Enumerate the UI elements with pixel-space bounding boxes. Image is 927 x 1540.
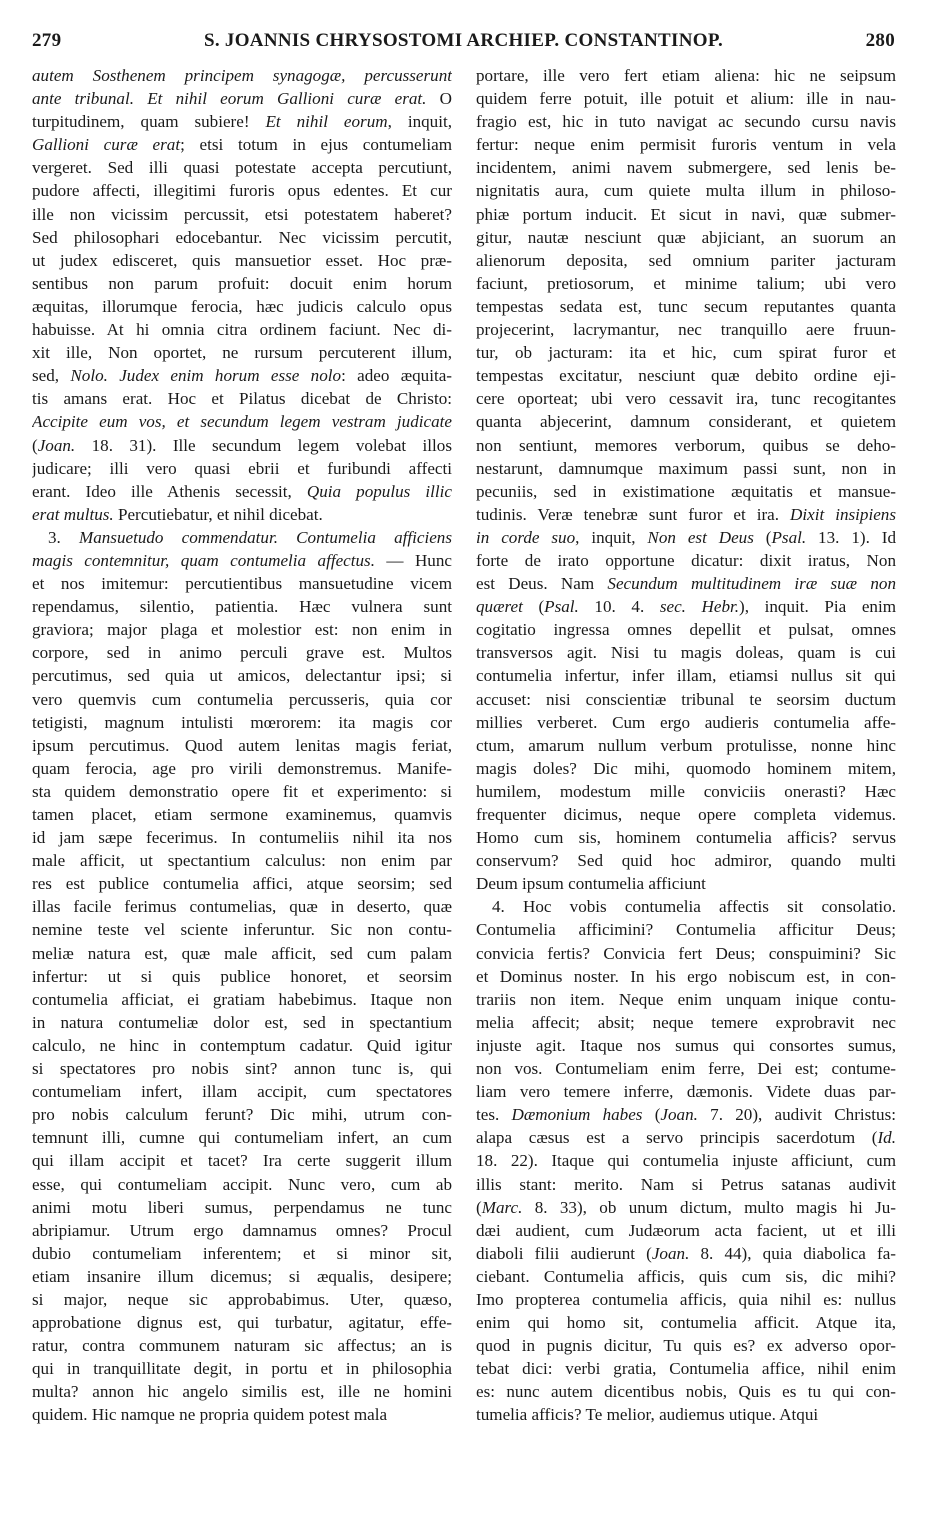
text-line	[476, 364, 896, 387]
text-line	[476, 849, 896, 872]
text-segment: pro nobis calculum ferunt? Dic mihi, utrum con-	[32, 1105, 452, 1125]
text-line	[476, 1080, 896, 1103]
running-title: S. JOANNIS CHRYSOSTOMI ARCHIEP. CONSTANTINOP.	[203, 30, 724, 51]
text-segment: dubio contumeliam inferentem; et si minor sit,	[32, 1243, 452, 1263]
text-line	[476, 226, 896, 249]
text-segment: quanta abjecerint, damnum considerant, et quietem	[476, 412, 896, 432]
text-line	[476, 1149, 896, 1172]
text-segment: Contumelia afficimini? Contumelia afficitur Deus;	[476, 920, 896, 940]
page-number-right: 280	[865, 30, 895, 51]
text-segment: forte de irato opportune dicatur: dixit iratus, Non	[476, 550, 896, 570]
text-segment: abripiamur. Utrum ergo damnamus omnes? Procul	[32, 1220, 452, 1240]
text-line	[476, 1242, 896, 1265]
text-segment: ; etsi totum in ejus contumeliam	[180, 135, 452, 155]
text-line	[32, 110, 452, 133]
text-line	[32, 1265, 452, 1288]
text-line	[476, 1196, 896, 1219]
italic-segment: Joan.	[37, 435, 76, 455]
page-number-left: 279	[32, 30, 62, 51]
text-segment: gitur, nautæ nesciunt quæ abjiciant, an suorum an	[476, 227, 896, 247]
italic-segment: sec. Hebr.	[659, 597, 740, 617]
text-line	[32, 895, 452, 918]
italic-segment: Joan.	[660, 1105, 698, 1125]
text-line	[32, 1126, 452, 1149]
text-segment: cogitatio ingressa omnes depellit et pulsat, omnes	[476, 620, 896, 640]
text-segment: es: nunc autem dicentibus nobis, Quis es tu qui con-	[476, 1382, 896, 1402]
text-line	[32, 549, 452, 572]
text-line	[476, 688, 896, 711]
text-line	[32, 1242, 452, 1265]
text-segment: tes.	[476, 1105, 512, 1125]
text-line	[32, 249, 452, 272]
text-line	[32, 1149, 452, 1172]
text-segment: faciunt, pretiosorum, et minime talium; ubi vero	[476, 273, 896, 293]
right-column	[476, 64, 896, 1427]
text-line	[476, 641, 896, 664]
text-segment: tebat dici: verbi gratia, Contumelia affice, nihil enim	[476, 1359, 896, 1379]
text-segment: injuste agit. Itaque nos sumus qui consortes sumus,	[476, 1035, 896, 1055]
text-segment: non sentiunt, memores verborum, quibus se deho-	[476, 435, 896, 455]
text-segment: id jam sæpe fecerimus. In contumeliis nihil ita nos	[32, 828, 452, 848]
text-segment: si major, neque sic approbabimus. Uter, quæso,	[32, 1289, 452, 1309]
text-line	[32, 849, 452, 872]
text-line	[32, 803, 452, 826]
text-line	[476, 64, 896, 87]
text-segment: 4. Hoc vobis contumelia affectis sit consolatio.	[492, 897, 896, 917]
text-segment: contumelia afficiat, ei gratiam habebimus. Itaque non	[32, 989, 452, 1009]
text-segment: dæi audient, cum Judæorum acta facient, ut et illi	[476, 1220, 896, 1240]
text-segment: res est publice contumelia affici, atque seorsim; sed	[32, 874, 452, 894]
text-line	[476, 1265, 896, 1288]
text-segment: — Hunc	[374, 550, 452, 570]
text-line	[32, 318, 452, 341]
text-segment: sed,	[32, 366, 71, 386]
text-segment: 8. 44), quia diabolica fa-	[689, 1243, 896, 1263]
text-line	[32, 64, 452, 87]
text-segment: erant. Ideo ille Athenis secessit,	[32, 481, 307, 501]
italic-segment: Psal.	[771, 527, 807, 547]
text-segment: projecerint, lacrymantur, nec tranquillo aere fruun-	[476, 320, 896, 340]
text-line	[476, 272, 896, 295]
text-line	[476, 780, 896, 803]
italic-segment: Accipite eum vos, et secundum legem vestram judicate	[32, 412, 452, 432]
text-segment: quod in pugnis dicitur, Tu quis es? ex adverso opor-	[476, 1336, 896, 1356]
text-segment: diaboli filii audierunt (	[476, 1243, 652, 1263]
text-segment: liam vero temere inferre, dæmonis. Videte duas par-	[476, 1082, 896, 1102]
text-line	[32, 156, 452, 179]
text-line	[476, 110, 896, 133]
text-line	[476, 1057, 896, 1080]
italic-segment: Mansuetudo commendatur. Contumelia afficiens	[78, 527, 452, 547]
text-segment: Percutiebatur, et nihil dicebat.	[113, 504, 323, 524]
text-segment: percutimus, sed quia ut amicos, delectantur ipsi; si	[32, 666, 452, 686]
text-segment: quidem ferre potuit, ille potuit et alium: ille in nau-	[476, 89, 896, 109]
text-line	[476, 1011, 896, 1034]
text-line	[32, 503, 452, 526]
text-line	[32, 1173, 452, 1196]
text-segment: quidem. Hic namque ne propria quidem potest mala	[32, 1405, 388, 1425]
text-line	[32, 1196, 452, 1219]
text-segment: qui illam accipit et tacet? Ira certe suggerit illum	[32, 1151, 452, 1171]
running-header	[32, 30, 895, 60]
text-segment: Sed philosophari edocebantur. Nec vicissim percutit,	[32, 227, 452, 247]
text-line	[32, 526, 452, 549]
text-segment: alienorum deposita, sed omnium pariter jacturam	[476, 250, 896, 270]
text-segment: male afficit, ut spectantium calculus: non enim par	[32, 851, 452, 871]
text-line	[32, 664, 452, 687]
text-segment: esse, qui contumeliam accipit. Nunc vero, cum ab	[32, 1174, 452, 1194]
text-line	[476, 503, 896, 526]
text-line	[476, 387, 896, 410]
italic-segment: erat multus.	[32, 504, 114, 524]
text-line	[32, 1219, 452, 1242]
text-segment: transversos agit. Nisi tu magis doleas, quam is cui	[476, 643, 896, 663]
text-segment: (	[753, 527, 772, 547]
text-line	[476, 1219, 896, 1242]
text-segment: pudore affecti, illegitimi furoris opus edentes. Et cur	[32, 181, 452, 201]
text-segment: (	[522, 597, 545, 617]
text-line	[32, 364, 452, 387]
text-line	[32, 295, 452, 318]
text-segment: nemine teste vel sciente inferuntur. Sic non contu-	[32, 920, 452, 940]
text-line	[476, 410, 896, 433]
text-line	[32, 711, 452, 734]
text-line	[476, 895, 896, 918]
text-segment: tamen placet, etiam sermone examinemus, quamvis	[32, 805, 452, 824]
text-segment: illis stant: merito. Nam si Petrus satanas audivit	[476, 1174, 896, 1194]
text-segment: qui in tranquillitate degit, in portu et in philosophia	[32, 1359, 452, 1379]
text-segment: alapa cæsus est a servo principis sacerdotum (	[476, 1128, 878, 1148]
text-segment: nignitatis aura, cum quiete multa illum in philoso-	[476, 181, 896, 201]
text-line	[476, 526, 896, 549]
text-line	[32, 434, 452, 457]
text-line	[32, 734, 452, 757]
text-line	[476, 757, 896, 780]
left-column	[32, 64, 452, 1427]
text-line	[32, 1357, 452, 1380]
text-segment: est Deus. Nam	[476, 574, 608, 594]
text-segment: tis amans erat. Hoc et Pilatus dicebat de Christo:	[32, 389, 452, 409]
text-line	[476, 156, 896, 179]
text-segment: infertur: ut si quis publice honoret, et seorsim	[32, 966, 452, 986]
text-segment: et nos imitemur: percutientibus mansuetudine vicem	[32, 574, 452, 594]
text-segment: accuset: nisi conscientiæ tribunal te seorsim ductum	[476, 689, 896, 709]
text-segment: etiam insanire illum dicemus; si æqualis, desipere;	[32, 1266, 452, 1286]
text-segment: 13. 1). Id	[806, 527, 896, 547]
text-line	[32, 572, 452, 595]
text-segment: graviora; major plaga et molestior est: non enim in	[32, 620, 452, 640]
text-line	[476, 965, 896, 988]
text-line	[32, 942, 452, 965]
italic-segment: Non est Deus	[647, 527, 754, 547]
text-line	[32, 1011, 452, 1034]
text-line	[32, 1403, 452, 1426]
italic-segment: Dæmonium habes	[511, 1105, 643, 1125]
text-segment: vero quemvis cum contumelia percusseris, quia cor	[32, 689, 452, 709]
text-line	[476, 179, 896, 202]
text-line	[32, 387, 452, 410]
italic-segment: magis contemnitur, quam contumelia affectus.	[32, 550, 375, 570]
text-segment: tumelia afficis? Te melior, audiemus utique. Atqui	[476, 1405, 819, 1425]
text-line	[32, 757, 452, 780]
text-segment: convicia fertis? Convicia fert Deus; conspuimini? Sic	[476, 943, 896, 963]
text-segment: ipsum percutimus. Quod autem lenitas magis feriat,	[32, 735, 452, 755]
text-line	[32, 341, 452, 364]
text-segment: (	[32, 435, 38, 455]
text-segment: incidentem, animi navem submergere, sed lenis be-	[476, 158, 896, 178]
text-line	[476, 1103, 896, 1126]
text-line	[32, 1380, 452, 1403]
text-line	[32, 688, 452, 711]
text-segment: tudinis. Veræ tenebræ sunt furor et ira.	[476, 504, 791, 524]
text-segment: frequenter dicimus, neque opere completa videmus.	[476, 805, 896, 824]
text-segment: nestarunt, damnumque maximum passi sunt, non in	[476, 458, 896, 478]
text-segment: corpore, sed in animo perculi grave est. Multos	[32, 643, 452, 663]
text-line	[476, 734, 896, 757]
text-line	[32, 480, 452, 503]
text-line	[32, 595, 452, 618]
text-segment: ), inquit. Pia enim	[739, 597, 896, 617]
text-segment: 3.	[48, 527, 79, 547]
text-segment: tetigisti, magnum intulisti mœrorem: ita magis cor	[32, 712, 452, 732]
text-line	[476, 1173, 896, 1196]
text-line	[32, 641, 452, 664]
text-line	[32, 133, 452, 156]
text-line	[476, 1311, 896, 1334]
text-segment: calculo, ne hinc in contemptum cadatur. Quid igitur	[32, 1035, 452, 1055]
italic-segment: Id.	[877, 1128, 896, 1148]
text-segment: æquitas, illorumque ferocia, hæc judicis calculo opus	[32, 296, 452, 316]
text-line	[476, 988, 896, 1011]
text-line	[476, 618, 896, 641]
text-segment: conservum? Sed quid hoc admiror, quando multi	[476, 851, 896, 871]
text-line	[32, 780, 452, 803]
text-line	[476, 872, 896, 895]
text-line	[476, 1403, 896, 1426]
text-line	[476, 295, 896, 318]
text-line	[32, 226, 452, 249]
text-segment: contumelia infertur, infer illam, etiamsi nullus sit qui	[476, 666, 896, 686]
italic-segment: ante tribunal. Et nihil eorum Gallioni curæ erat.	[32, 89, 427, 109]
text-segment: Homo cum sis, hominem contumelia afficis? servus	[476, 828, 896, 848]
text-line	[476, 595, 896, 618]
text-segment: vergeret. Sed illi quasi potestate accepta percutiunt,	[32, 158, 452, 178]
text-line	[476, 87, 896, 110]
text-line	[476, 318, 896, 341]
text-segment: ut judex edisceret, quis mansuetior esset. Hoc præ-	[32, 250, 452, 270]
text-line	[476, 826, 896, 849]
text-line	[476, 480, 896, 503]
text-line	[32, 1334, 452, 1357]
italic-segment: in corde suo	[476, 527, 576, 547]
text-line	[32, 872, 452, 895]
text-line	[32, 618, 452, 641]
text-line	[32, 272, 452, 295]
text-line	[32, 1057, 452, 1080]
text-segment: et Dominus noster. In his ergo nobiscum est, in con-	[476, 966, 896, 986]
text-segment: magis doles? Dic mihi, quomodo hominem mitem,	[476, 758, 896, 778]
text-line	[476, 457, 896, 480]
text-segment: in natura contumeliæ dolor est, sed in spectantium	[32, 1012, 452, 1032]
text-segment: 18. 22). Itaque qui contumelia injuste afficiunt, cum	[476, 1151, 896, 1171]
text-segment: (	[476, 1197, 482, 1217]
text-line	[32, 1080, 452, 1103]
text-segment: turpitudinem, quam subiere!	[32, 112, 266, 132]
text-segment: animi motu liberi sumus, perpendamus ne tunc	[32, 1197, 452, 1217]
text-segment: quam ferocia, age pro virili demonstremus. Manife-	[32, 758, 452, 778]
text-segment: sta quidem demonstratio opere fit et experimento: si	[32, 781, 452, 801]
text-line	[32, 87, 452, 110]
italic-segment: Secundum multitudinem iræ suæ non	[607, 574, 896, 594]
text-segment: O	[426, 89, 452, 109]
text-segment: portare, ille vero fert etiam aliena: hic ne seipsum	[476, 66, 896, 85]
text-segment: tur, ob jacturam: ita et hic, cum spirat furor et	[476, 343, 896, 363]
text-line	[476, 1357, 896, 1380]
text-segment: Imo propterea contumelia afficis, quia nihil es: nullus	[476, 1289, 896, 1309]
text-line	[476, 711, 896, 734]
text-line	[32, 988, 452, 1011]
italic-segment: Psal.	[544, 597, 579, 617]
text-segment: tempestas sedata est, tunc secum reputantes quanta	[476, 296, 896, 316]
text-line	[32, 203, 452, 226]
text-line	[476, 918, 896, 941]
text-segment: enim qui homo sit, contumelia afficit. Atque ita,	[476, 1313, 896, 1333]
text-segment: (	[642, 1105, 661, 1125]
text-segment: ciebant. Contumelia afficis, quis cum sis, dic mihi?	[476, 1266, 896, 1286]
text-segment: non vos. Contumeliam enim ferre, Dei est; contume-	[476, 1059, 896, 1079]
text-segment: pecuniis, sed in existimatione æquitatis et mansue-	[476, 481, 896, 501]
text-line	[32, 1034, 452, 1057]
text-segment: multa? annon hic angelo similis est, ille ne homini	[32, 1382, 452, 1402]
italic-segment: Joan.	[651, 1243, 690, 1263]
text-segment: , inquit,	[387, 112, 452, 132]
text-line	[476, 942, 896, 965]
italic-segment: Et nihil eorum	[265, 112, 388, 132]
text-line	[32, 965, 452, 988]
text-segment: temnunt illi, cumne qui contumeliam infert, an cum	[32, 1128, 452, 1148]
italic-segment: Marc.	[481, 1197, 523, 1217]
text-segment: habuisse. At hi omnia citra ordinem faciunt. Nec di-	[32, 320, 452, 340]
text-segment: phiæ portum inducit. Et sicut in navi, quæ submer-	[476, 204, 896, 224]
text-line	[476, 1034, 896, 1057]
text-line	[476, 664, 896, 687]
text-line	[32, 1311, 452, 1334]
italic-segment: Dixit insipiens	[790, 504, 896, 524]
italic-segment: quæret	[476, 597, 523, 617]
text-line	[476, 572, 896, 595]
text-line	[32, 826, 452, 849]
text-segment: 7. 20), audivit Christus:	[697, 1105, 896, 1125]
text-line	[476, 434, 896, 457]
text-segment: ctum, amarum nullum verbum protulisse, nonne hinc	[476, 735, 896, 755]
text-line	[32, 457, 452, 480]
italic-segment: autem Sosthenem principem synagogæ, percusserunt	[32, 66, 452, 85]
italic-segment: Quia populus illic	[306, 481, 452, 501]
text-segment: xit ille, Non oportet, ne rursum percuterent illum,	[32, 343, 452, 363]
text-line	[476, 1334, 896, 1357]
text-line	[476, 549, 896, 572]
text-line	[476, 133, 896, 156]
text-segment: 8. 33), ob unum dictum, multo magis hi Ju-	[522, 1197, 896, 1217]
text-segment: approbatione dignus est, qui turbatur, agitatur, effe-	[32, 1313, 452, 1333]
text-segment: si spectatores pro nobis sint? annon tunc is, qui	[32, 1059, 452, 1079]
text-segment: fertur: neque enim permisit furoris ventum in vela	[476, 135, 896, 155]
text-segment: ratur, contra communem naturam sic affectus; an is	[32, 1336, 452, 1356]
text-segment: sentibus non parum profuit: docuit enim horum	[32, 273, 452, 293]
text-segment: ille non vicissim percussit, etsi potestatem haberet?	[32, 204, 452, 224]
text-segment: fragio est, hic in tuto navigat ac secundo cursu navis	[476, 112, 896, 132]
text-line	[476, 1288, 896, 1311]
text-segment: 10. 4.	[578, 597, 660, 617]
text-segment: 18. 31). Ille secundum legem volebat illos	[75, 435, 452, 455]
text-segment: tempestas excitatur, nesciunt quæ debito ordine eji-	[476, 366, 896, 386]
text-line	[476, 341, 896, 364]
text-segment: : adeo æquita-	[341, 366, 452, 386]
text-line	[476, 1380, 896, 1403]
text-segment: rependamus, silentio, patientia. Hæc vulnera sunt	[32, 597, 452, 617]
text-line	[476, 203, 896, 226]
text-segment: cere oporteat; ubi vero cessavit ira, tunc recogitantes	[476, 389, 896, 409]
text-line	[32, 179, 452, 202]
text-segment: trariis non item. Neque enim unquam inique contu-	[476, 989, 896, 1009]
text-line	[32, 410, 452, 433]
text-line	[32, 918, 452, 941]
text-line	[476, 249, 896, 272]
text-segment: , inquit,	[575, 527, 648, 547]
italic-segment: Nolo. Judex enim horum esse nolo	[70, 366, 342, 386]
text-segment: humilem, modestum mille conviciis onerasti? Hæc	[476, 781, 896, 801]
text-segment: Deum ipsum contumelia afficiunt	[476, 874, 706, 894]
text-segment: meliæ natura est, quæ male afficit, sed cum palam	[32, 943, 452, 963]
text-segment: melia affecit; absit; neque temere exprobravit nec	[476, 1012, 896, 1032]
text-segment: illas facile ferimus contumelias, quæ in deserto, quæ	[32, 897, 452, 917]
text-segment: millies verberet. Cum ergo audieris contumelia affe-	[476, 712, 896, 732]
text-line	[476, 803, 896, 826]
text-line	[32, 1288, 452, 1311]
text-segment: contumeliam infert, illam accipit, cum spectatores	[32, 1082, 452, 1102]
italic-segment: Gallioni curæ erat	[32, 135, 181, 155]
text-line	[476, 1126, 896, 1149]
text-segment: judicare; illi vero quasi ebrii et furibundi affecti	[32, 458, 452, 478]
text-line	[32, 1103, 452, 1126]
